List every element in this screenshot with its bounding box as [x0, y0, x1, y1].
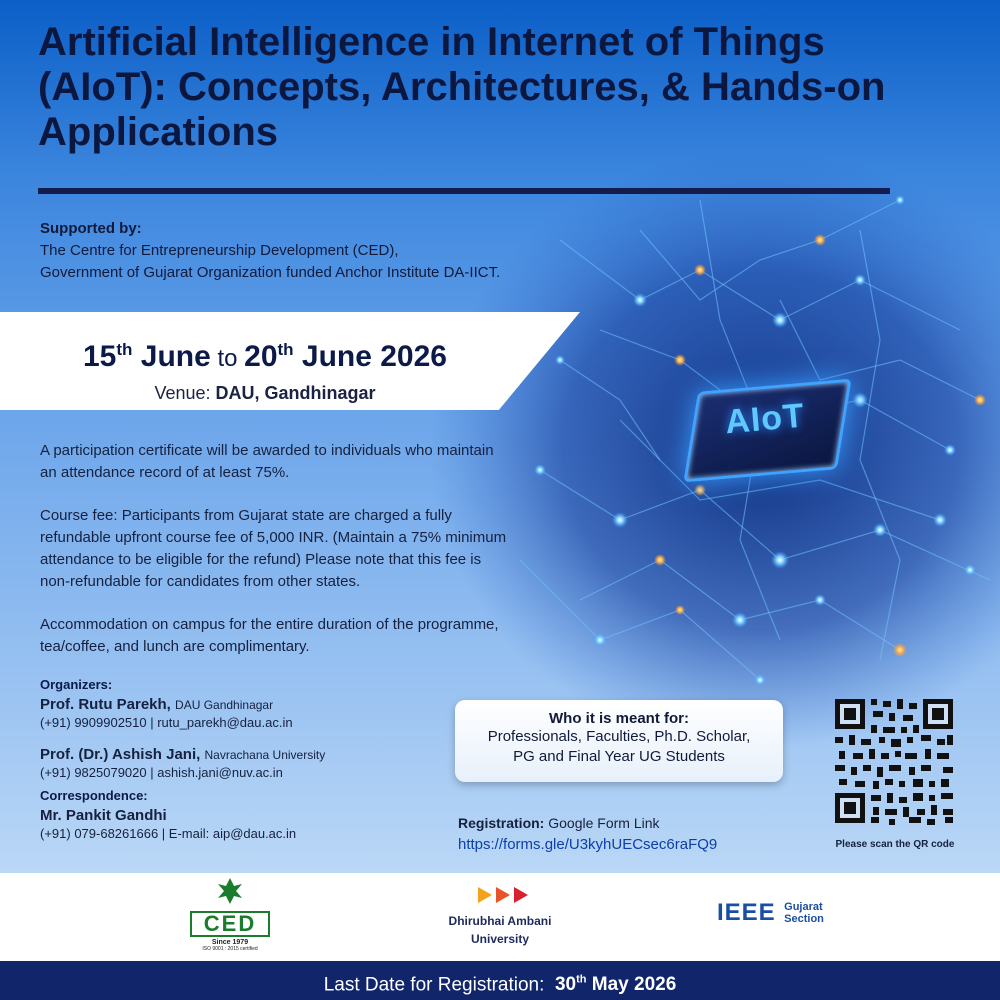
ieee-wordmark: IEEE [717, 899, 776, 926]
deadline-day-suffix: th [576, 974, 587, 986]
venue-value: DAU, Gandhinagar [215, 383, 376, 403]
ced-since: Since 1979 [211, 939, 249, 946]
qr-code[interactable] [833, 697, 955, 827]
start-day-suffix: th [116, 340, 133, 359]
ced-leaf-icon [210, 878, 250, 904]
registration-value: Google Form Link [548, 815, 660, 831]
registration-link[interactable]: https://forms.gle/U3kyhUECsec6raFQ9 [458, 836, 718, 853]
registration-label: Registration: [458, 815, 545, 831]
organizer-2-affiliation: Navrachana University [204, 748, 326, 762]
venue [0, 383, 530, 404]
audience-line-1: Professionals, Faculties, Ph.D. Scholar, [487, 728, 751, 745]
organizer-1-contact: (+91) 9909902510 | rutu_parekh@dau.ac.in [40, 715, 293, 730]
ced-logo [190, 878, 270, 952]
dau-name-line-1: Dhirubhai Ambani [448, 914, 552, 928]
course-fee-text: Course fee: Participants from Gujarat state are charged a fully refundable upfront course fee of 5,000 INR. (Maintain a 75% minimum attendance to be eligible for the refund) Please note that this fee is non-refundable for candidates from other states. [40, 507, 507, 590]
page-title: Artificial Intelligence in Internet of Things (AIoT): Concepts, Architectures, & Hands-on Applications [38, 20, 886, 154]
organizer-2-name [40, 746, 460, 763]
organizer-1-fullname: Prof. Rutu Parekh, [40, 696, 171, 713]
organizers-section [40, 677, 460, 841]
supported-line-2: Government of Gujarat Organization funded Anchor Institute DA-IICT. [40, 264, 501, 281]
supported-by [40, 218, 500, 284]
sponsor-logos-strip [0, 873, 1000, 961]
supported-line-1: The Centre for Entrepreneurship Development (CED), [40, 242, 399, 259]
qr-note: Please scan the QR code [835, 839, 955, 850]
start-month: June [132, 340, 211, 373]
dau-name-line-2: University [470, 932, 530, 946]
audience-box [455, 700, 783, 782]
end-month-year: June 2026 [293, 340, 447, 373]
organizer-1-name [40, 696, 460, 713]
dau-logo [440, 885, 560, 946]
deadline-label: Last Date for Registration: [323, 974, 545, 996]
ced-wordmark: CED [190, 911, 270, 937]
ieee-logo [717, 899, 824, 927]
deadline-day: 30 [554, 974, 577, 996]
organizer-2-fullname: Prof. (Dr.) Ashish Jani, [40, 746, 201, 763]
end-day-suffix: th [277, 340, 294, 359]
ieee-section [784, 901, 824, 925]
certificate-text: A participation certificate will be awarded to individuals who maintain an attendance record of at least 75%. [40, 442, 494, 481]
event-dates [0, 332, 530, 377]
registration [458, 815, 660, 831]
accommodation-text: Accommodation on campus for the entire duration of the programme, tea/coffee, and lunch are complimentary. [40, 616, 499, 655]
start-day: 15 [83, 340, 117, 373]
organizers-label: Organizers: [40, 677, 113, 692]
dau-triangles-icon [460, 885, 540, 905]
deadline-month-year: May 2026 [586, 974, 677, 996]
registration-deadline-bar [0, 961, 1000, 1000]
correspondence-label: Correspondence: [40, 788, 148, 803]
audience-line-2: PG and Final Year UG Students [513, 748, 725, 765]
organizer-1-affiliation: DAU Gandhinagar [175, 698, 274, 712]
correspondence-name: Mr. Pankit Gandhi [40, 807, 167, 824]
title-divider [38, 188, 890, 194]
deadline-date [555, 974, 676, 995]
ieee-section-line-2: Section [784, 913, 824, 925]
correspondence-contact: (+91) 079-68261666 | E-mail: aip@dau.ac.in [40, 826, 297, 841]
supported-label: Supported by: [40, 220, 142, 237]
organizer-2-contact: (+91) 9825079020 | ashish.jani@nuv.ac.in [40, 765, 283, 780]
chip-label: AIoT [723, 396, 807, 442]
ieee-section-line-1: Gujarat [784, 901, 823, 913]
venue-label: Venue: [154, 383, 211, 403]
audience-heading: Who it is meant for: [549, 710, 689, 727]
end-day: 20 [244, 340, 278, 373]
date-separator: to [210, 345, 245, 372]
ced-iso: ISO 9001 : 2015 certified [202, 946, 258, 952]
date-banner-content [0, 312, 530, 410]
